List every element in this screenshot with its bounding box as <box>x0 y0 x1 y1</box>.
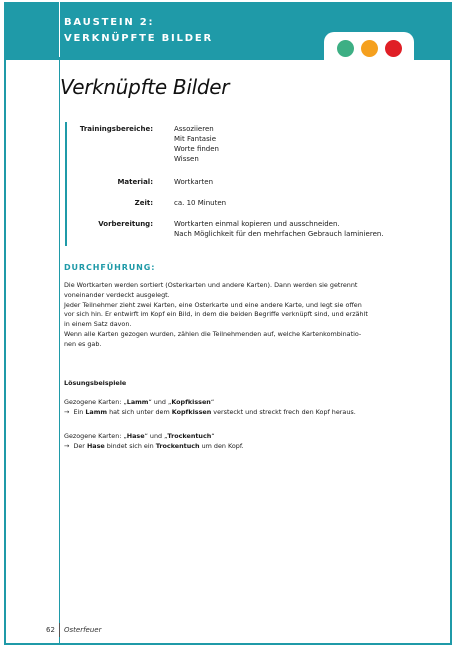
example-2-cards <box>64 432 414 442</box>
arrow-icon: → <box>64 441 70 450</box>
text-line: Wenn alle Karten gezogen wurden, zählen die Teilnehmenden auf, welche Kartenkombinatio- <box>64 329 362 338</box>
module-heading <box>64 15 213 47</box>
example-2-sentence <box>64 442 414 452</box>
sentence-word: Trockentuch <box>155 441 200 450</box>
text-line: voneinander verdeckt ausgelegt. <box>64 290 170 299</box>
card-word: Trockentuch <box>167 432 212 440</box>
sentence-part: Ein <box>73 407 86 416</box>
green-dot-icon <box>337 40 354 57</box>
cards-joiner: “ und „ <box>148 398 172 406</box>
sentence-part: hat sich unter dem <box>107 407 172 416</box>
worksheet-page <box>4 2 452 645</box>
book-title: Osterfeuer <box>64 626 102 634</box>
text-line: Die Wortkarten werden sortiert (Osterkarten und andere Karten). Dann werden sie getrennt <box>64 281 358 289</box>
loesung-heading: Lösungsbeispiele <box>64 379 127 387</box>
module-name: VERKNÜPFTE BILDER <box>64 33 213 44</box>
sentence-part: bindet sich ein <box>104 441 156 450</box>
cards-suffix: “ <box>210 398 215 406</box>
sentence-part: um den Kopf. <box>199 441 244 450</box>
cards-suffix: “ <box>211 432 215 440</box>
info-box <box>65 122 405 246</box>
module-number: BAUSTEIN 2: <box>64 17 155 28</box>
sentence-word: Kopfkissen <box>171 407 212 416</box>
durchfuehrung-text <box>64 281 414 350</box>
header-divider <box>59 2 60 57</box>
example-2 <box>64 432 414 452</box>
material-value: Wortkarten <box>174 178 214 186</box>
cards-joiner: “ und „ <box>144 432 168 440</box>
arrow-icon: → <box>64 407 70 416</box>
training-values <box>174 124 414 164</box>
zeit-value: ca. 10 Minuten <box>174 199 227 207</box>
vorbereitung-values <box>174 219 414 239</box>
sentence-word: Hase <box>86 441 105 450</box>
card-word: Kopfkissen <box>171 398 211 406</box>
vorbereitung-line: Wortkarten einmal kopieren und ausschneiden. <box>174 220 340 228</box>
text-line: vor sich hin. Er entwirft im Kopf ein Bild, in dem die beiden Begriffe verknüpft sind, und erzählt <box>64 310 368 319</box>
sentence-part: versteckt und streckt frech den Kopf heraus. <box>211 407 356 416</box>
training-value: Assoziieren <box>174 125 214 133</box>
page-title: Verknüpfte Bilder <box>60 75 230 99</box>
durchfuehrung-heading: DURCHFÜHRUNG: <box>64 263 156 272</box>
footer-divider <box>59 623 60 637</box>
card-word: Hase <box>126 432 145 440</box>
training-label: Trainingsbereiche: <box>79 125 153 133</box>
text-line: Jeder Teilnehmer zieht zwei Karten, eine Osterkarte und eine andere Karte, und legt sie offen <box>64 300 362 309</box>
training-value: Wissen <box>174 155 199 163</box>
orange-dot-icon <box>361 40 378 57</box>
cards-prefix: Gezogene Karten: „ <box>64 398 127 406</box>
page-number: 62 <box>46 626 55 634</box>
material-label: Material: <box>117 178 153 186</box>
text-line: nen es gab. <box>64 339 102 348</box>
text-line: in einem Satz davon. <box>64 320 132 329</box>
sentence-part: Der <box>73 441 87 450</box>
example-1-sentence <box>64 408 414 418</box>
zeit-label: Zeit: <box>134 199 153 207</box>
card-word: Lamm <box>126 398 149 406</box>
example-1-cards <box>64 398 414 408</box>
training-value: Mit Fantasie <box>174 135 216 143</box>
vorbereitung-line: Nach Möglichkeit für den mehrfachen Gebrauch laminieren. <box>174 230 384 238</box>
margin-rule <box>59 60 60 643</box>
example-1 <box>64 398 414 418</box>
vorbereitung-label: Vorbereitung: <box>98 220 153 228</box>
cards-prefix: Gezogene Karten: „ <box>64 432 127 440</box>
sentence-word: Lamm <box>85 407 108 416</box>
training-value: Worte finden <box>174 145 219 153</box>
red-dot-icon <box>385 40 402 57</box>
